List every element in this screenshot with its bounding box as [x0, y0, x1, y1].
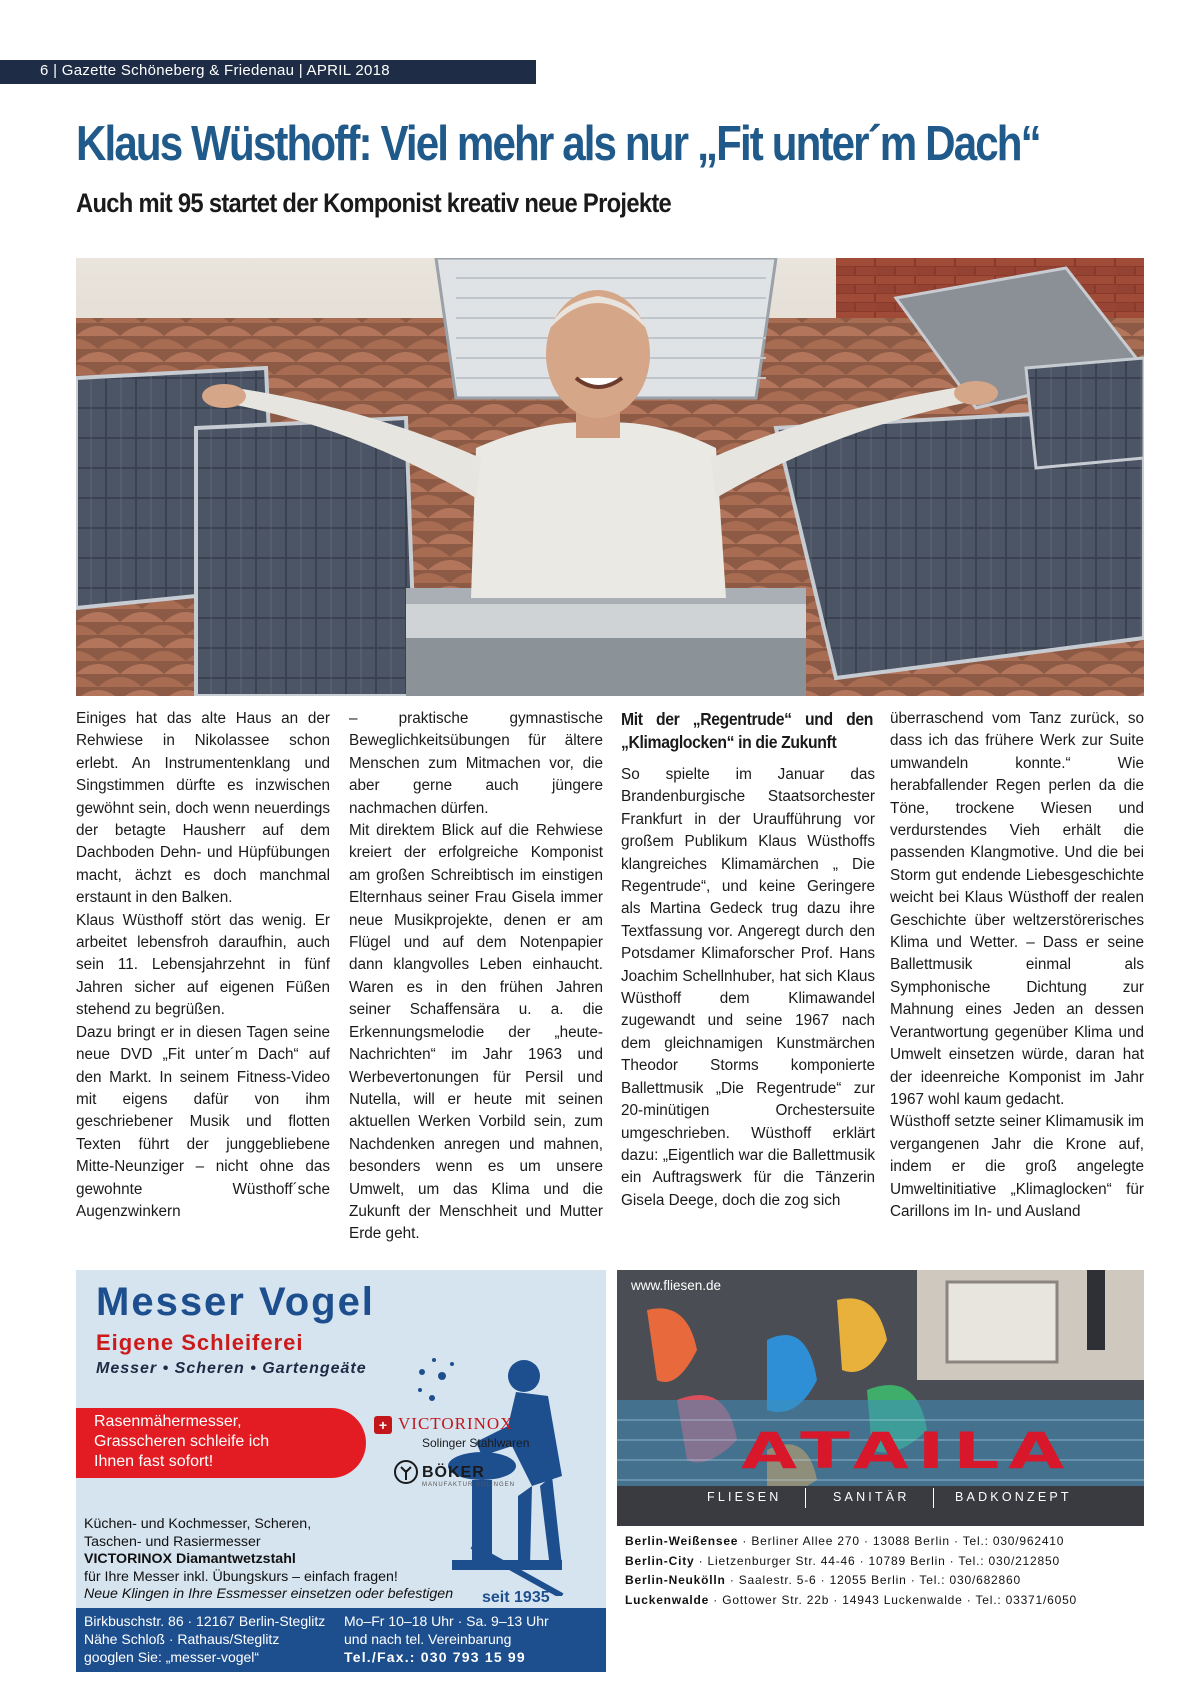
paragraph: – praktische gymnastische Beweglichkeitsübungen für ältere Menschen zum Mitmachen vor, die aber gerne auch jüngere nachmachen dürfen. [349, 710, 603, 817]
boker-logo: BÖKER [422, 1464, 485, 1481]
boker-sub: MANUFAKTUR SOLINGEN [422, 1482, 516, 1488]
branch-name: Berlin-Neukölln [625, 1573, 726, 1587]
hours-line: Mo–Fr 10–18 Uhr · Sa. 9–13 Uhr [344, 1613, 549, 1629]
article-subheadline: Auch mit 95 startet der Komponist kreativ neue Projekte [76, 188, 672, 218]
branch-line [625, 1591, 1077, 1611]
article-column-2 [349, 708, 603, 1246]
since-label: seit 1935 [482, 1589, 550, 1606]
page-header [0, 0, 536, 84]
branch-name: Berlin-City [625, 1553, 695, 1568]
ad-subtitle: Eigene Schleiferei [96, 1330, 304, 1355]
divider [933, 1488, 934, 1508]
branch-details: · Berliner Allee 270 · 13088 Berlin · Tel.: 030/962410 [738, 1534, 1065, 1548]
messer-vogel-ad [76, 1270, 606, 1672]
branch-details: · Saalestr. 5-6 · 12055 Berlin · Tel.: 030/682860 [725, 1573, 1021, 1587]
section-heading: Mit der „Regentrude“ und den „Klimaglocken“ in die Zukunft [621, 709, 873, 752]
service-line: Taschen- und Rasiermesser [84, 1533, 261, 1550]
paragraph: überraschend vom Tanz zurück, so dass ich das frühere Werk zur Suite umwandeln konnte.“ Wie herabfallender Regen perlen da die Töne, trockene Wiesen und verdurstendes Vieh erhält die passenden Klangmotive. Und die bei Storm gut endende Liebesgeschichte weicht bei Klaus Wüsthoff der realen Geschichte über weltzerstörerisches Klima und Wetter. – Dass er seine Ballettmusik einmal als Symphonische Dichtung zur Mahnung eines Jeden an dessen Verantwortung gegenüber Klima und Umwelt einsetzen würde, daran hat der ideenreiche Komponist im Jahr 1967 wohl kaum gedacht. [890, 710, 1144, 1108]
swiss-cross-icon: + [374, 1416, 392, 1434]
branch-name: Luckenwalde [625, 1592, 710, 1607]
article-headline: Klaus Wüsthoff: Viel mehr als nur „Fit unter´m Dach“ [76, 117, 1040, 171]
paragraph: So spielte im Januar das Brandenburgische Staatsorchester Frankfurt in der Uraufführung vor großem Publikum Klaus Wüsthoffs klangreiches Klimamärchen „ Die Regentrude“, und keine Geringere als Martina Gedeck trug dazu ihre Textfassung vor. Angeregt durch den Potsdamer Klimaforscher Prof. Hans Joachim Schellnhuber, hat sich Klaus Wüsthoff dem Klimawandel zugewandt und seine 1967 nach dem gleichnamigen Kunstmärchen Theodor Storms komponierte Ballettmusik „Die Regentrude“ zur 20-minütigen Orchestersuite umgeschrieben. Wüsthoff erklärt dazu: „Eigentlich war die Ballettmusik ein Auftragswerk für die Tänzerin Gisela Deege, doch die zog sich [621, 766, 875, 1209]
ataila-addresses [625, 1532, 1077, 1610]
ataila-ad [617, 1270, 1144, 1672]
service-line: VICTORINOX Diamantwetzstahl [84, 1551, 296, 1568]
ad-services [84, 1516, 453, 1604]
address-line: Nähe Schloß · Rathaus/Steglitz [84, 1631, 280, 1647]
branch-line [625, 1571, 1077, 1591]
hours-line: und nach tel. Vereinbarung [344, 1631, 512, 1647]
ataila-logo: ATAILA [741, 1422, 1073, 1480]
service-line: Neue Klingen in Ihre Essmesser einsetzen oder befestigen [84, 1586, 454, 1603]
article-column-3 [621, 708, 875, 1212]
ad-address [84, 1612, 325, 1666]
ad-brand: Messer Vogel [96, 1280, 375, 1324]
victorinox-logo: VICTORINOX [398, 1414, 514, 1433]
article-photo [76, 258, 1144, 696]
paragraph: Einiges hat das alte Haus an der Rehwiese in Nikolassee schon erlebt. An Instrumentenklang und Singstimmen dürfte es inzwischen gewöhnt sein, doch wenn neuerdings der betagte Hausherr auf dem Dachboden Dehn- und Hüpfübungen macht, ächzt es doch manchmal erstaunt in den Balken. [76, 710, 330, 907]
branch-line [625, 1552, 1077, 1572]
divider [805, 1488, 806, 1508]
ad-hours [344, 1612, 549, 1666]
article-column-4 [890, 708, 1144, 1223]
address-line: Birkbuschstr. 86 · 12167 Berlin-Steglitz [84, 1613, 326, 1629]
ad-tagline: Messer • Scheren • Gartengeäte [96, 1360, 367, 1377]
victorinox-sub: Solinger Stahlwaren [422, 1436, 530, 1450]
branch-details: · Gottower Str. 22b · 14943 Luckenwalde · Tel.: 03371/6050 [709, 1592, 1078, 1607]
paragraph: Mit direktem Blick auf die Rehwiese kreiert der erfolgreiche Komponist am großen Schreibtisch im einstigen Elternhaus seiner Frau Gisela immer neue Musikprojekte, denen er am Flügel und auf dem Notenpapier dann klangvolles Leben einhaucht. Waren es in den frühen Jahren seiner Schaffensära u. a. die Erkennungsmelodie der „heute-Nachrichten“ im Jahr 1963 und Werbevertonungen für Persil und Nutella, will er heute mit seinen aktuellen Werken Vorbild sein, zum Nachdenken anregen und mahnen, besonders wenn es um unsere Umwelt, um das Klima und die Zukunft der Menschheit und Mutter Erde geht. [349, 822, 603, 1243]
tree-logo-icon [394, 1460, 418, 1484]
promo-line: Ihnen fast sofort! [94, 1453, 214, 1470]
address-line: googlen Sie: „messer-vogel“ [84, 1649, 260, 1665]
tag-sanitaer: SANITÄR [833, 1490, 910, 1504]
phone-line: Tel./Fax.: 030 793 15 99 [344, 1649, 526, 1665]
parrot-tiles-image [617, 1270, 1144, 1526]
ad-url: www.fliesen.de [631, 1278, 722, 1293]
tag-fliesen: FLIESEN [707, 1490, 782, 1504]
paragraph: Dazu bringt er in diesen Tagen seine neue DVD „Fit unter´m Dach“ auf den Markt. In seinem Fitness-Video mit eigens dafür von ihm geschriebener Musik und flotten Texten führt der junggebliebene Mitte-Neunziger – nicht ohne das gewohnte Wüsthoff´sche Augenzwinkern [76, 1023, 330, 1220]
tag-badkonzept: BADKONZEPT [955, 1490, 1072, 1504]
branch-line [625, 1532, 1077, 1552]
promo-line: Grasscheren schleife ich [94, 1433, 270, 1450]
promo-text [94, 1412, 269, 1472]
promo-line: Rasenmähermesser, [94, 1413, 242, 1430]
article-column-1 [76, 708, 330, 1223]
service-line: Küchen- und Kochmesser, Scheren, [84, 1516, 312, 1532]
branch-name: Berlin-Weißensee [625, 1534, 739, 1548]
branch-details: · Lietzenburger Str. 44-46 · 10789 Berlin · Tel.: 030/212850 [694, 1553, 1060, 1568]
paragraph: Klaus Wüsthoff stört das wenig. Er arbeitet lebensfroh daraufhin, auch sein 11. Lebensjahrzehnt in fünf Jahren sicher auf eigenen Füßen stehend zu begrüßen. [76, 911, 330, 1019]
service-line: für Ihre Messer inkl. Übungskurs – einfach fragen! [84, 1568, 398, 1585]
header-text: 6 | Gazette Schöneberg & Friedenau | APRIL 2018 [40, 62, 390, 79]
paragraph: Wüsthoff setzte seiner Klimamusik im vergangenen Jahr die Krone auf, indem er die groß angelegte Umweltinitiative „Klimaglocken“ für Carillons im In- und Ausland [890, 1113, 1144, 1220]
